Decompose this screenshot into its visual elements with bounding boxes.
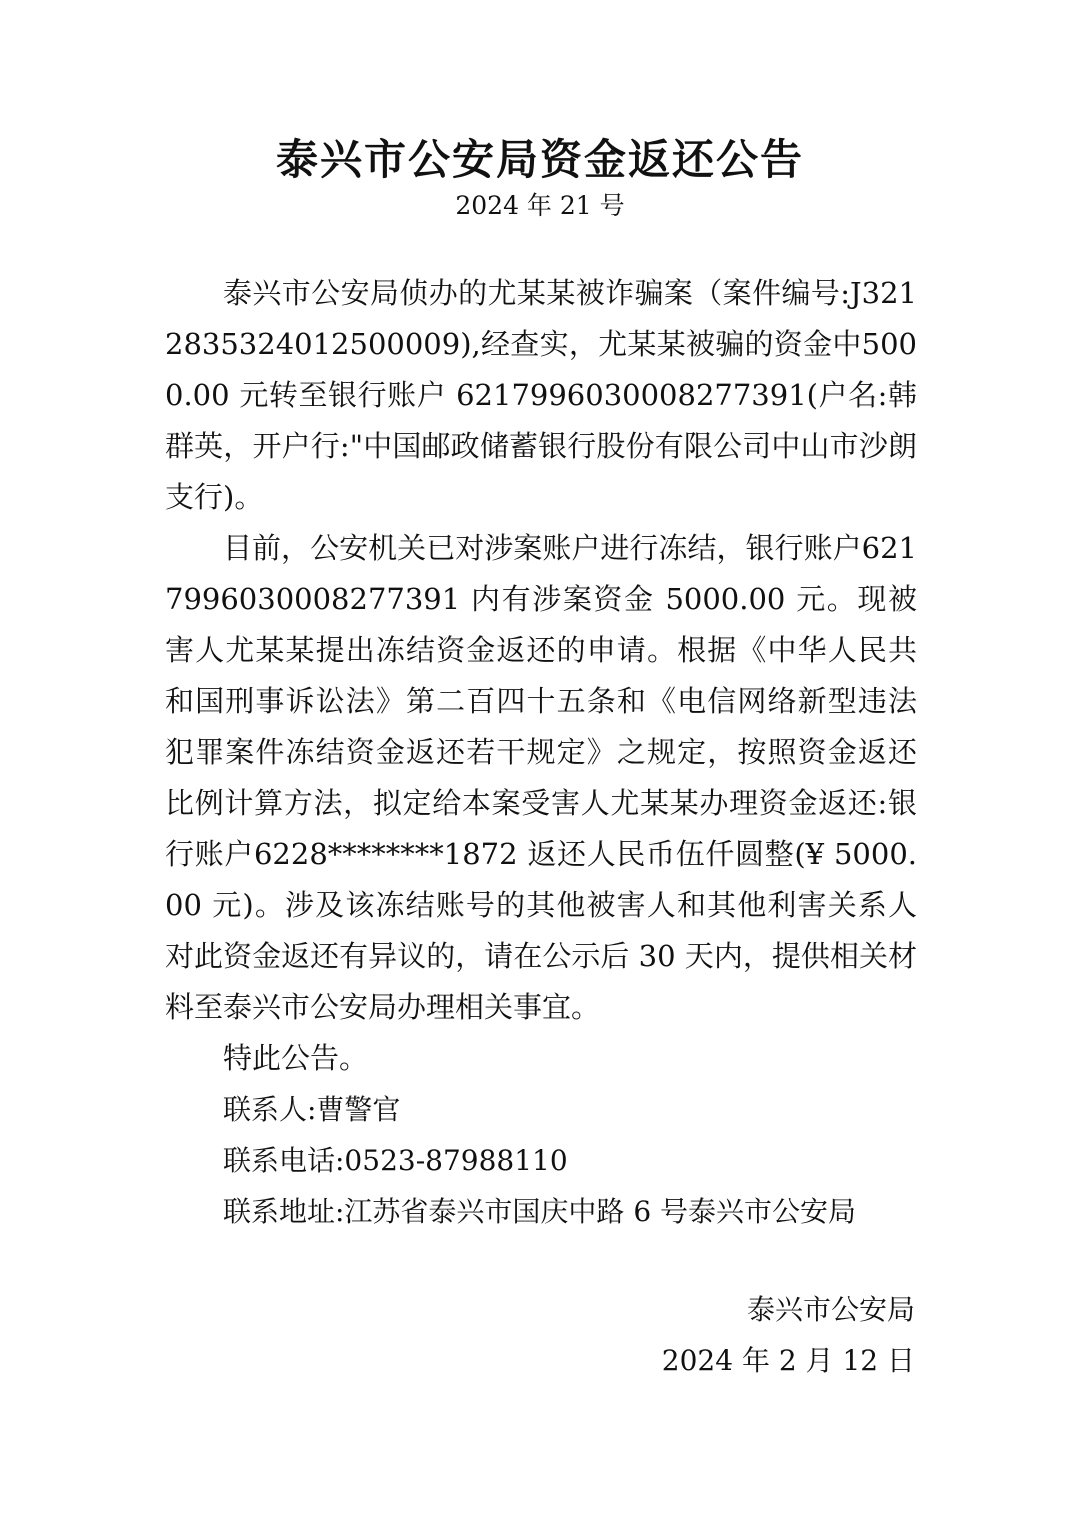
document-number: 2024 年 21 号	[455, 191, 625, 220]
page-title: 泰兴市公安局资金返还公告	[275, 135, 804, 184]
contact-info	[165, 1084, 917, 1237]
closing-statement: 特此公告。	[223, 1041, 369, 1075]
contact-person: 联系人:曹警官	[223, 1093, 401, 1126]
contact-phone: 联系电话:0523-87988110	[223, 1144, 568, 1177]
issue-date: 2024 年 2 月 12 日	[661, 1344, 915, 1377]
contact-address: 联系地址:江苏省泰兴市国庆中路 6 号泰兴市公安局	[223, 1195, 857, 1228]
signature-block	[662, 1284, 915, 1386]
notice-body	[165, 268, 917, 1237]
issuer-name: 泰兴市公安局	[746, 1293, 915, 1326]
paragraph-fund-return: 目前，公安机关已对涉案账户进行冻结，银行账户6217996030008277391 内有涉案资金 5000.00 元。现被害人尤某某提出冻结资金返还的申请。根据《中华人民共和国刑事诉讼法》第二百四十五条和《电信网络新型违法犯罪案件冻结资金返还若干规定》之规定，按照资金返还比例计算方法，拟定给本案受害人尤某某办理资金返还:银行账户6228********1872 返还人民币伍仟圆整(¥ 5000.00 元)。涉及该冻结账号的其他被害人和其他利害关系人对此资金返还有异议的，请在公示后 30 天内，提供相关材料至泰兴市公安局办理相关事宜。	[165, 531, 917, 1024]
paragraph-case-details: 泰兴市公安局侦办的尤某某被诈骗案（案件编号:J3212835324012500009),经查实，尤某某被骗的资金中5000.00 元转至银行账户 6217996030008277391(户名:韩群英，开户行:"中国邮政储蓄银行股份有限公司中山市沙朗支行)。	[165, 276, 917, 514]
